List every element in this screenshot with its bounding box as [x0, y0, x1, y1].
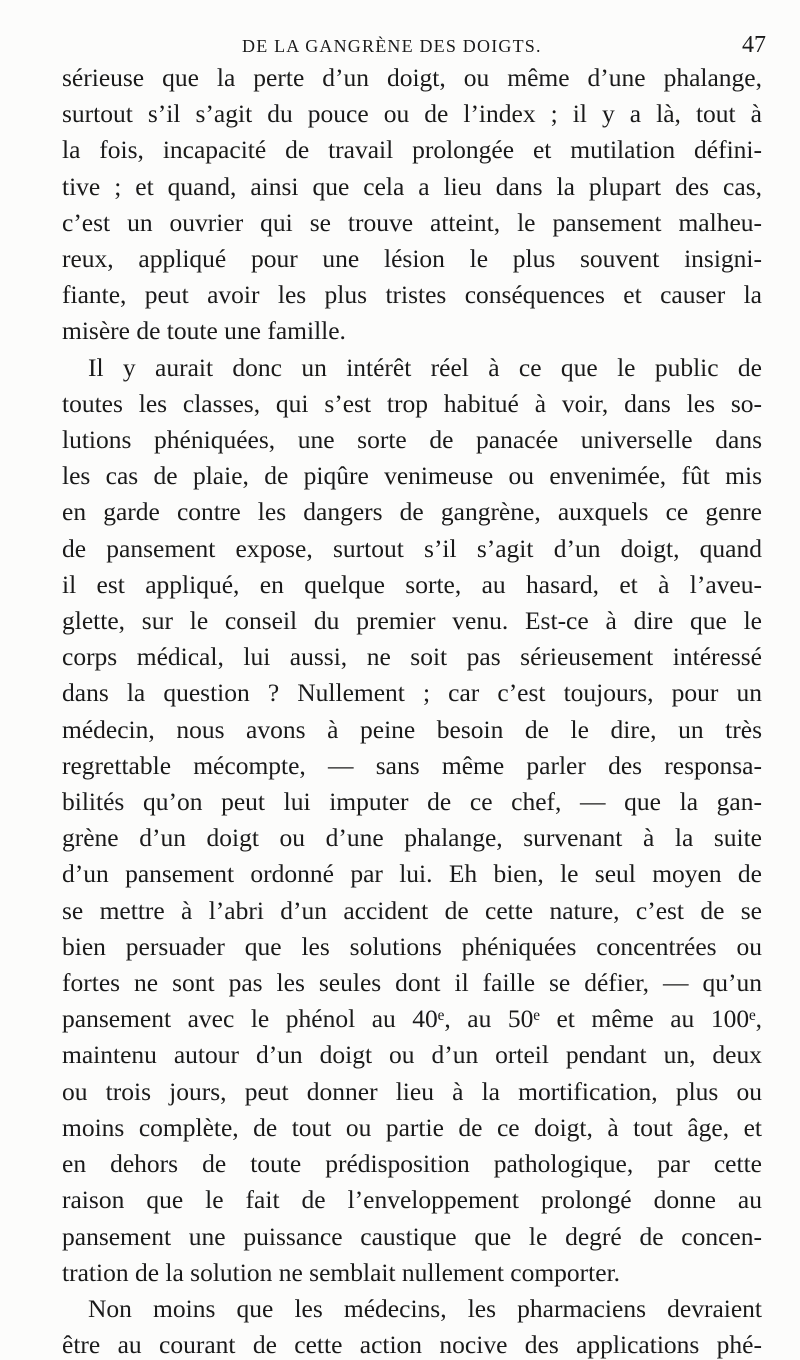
text-line: corps médical, lui aussi, ne soit pas sérieusement intéressé [62, 642, 762, 672]
text-line: Il y aurait donc un intérêt réel à ce que le public de [88, 352, 762, 382]
text-line: maintenu autour d’un doigt ou d’un orteil pendant un, deux [62, 1040, 762, 1070]
text-line: fiante, peut avoir les plus tristes conséquences et causer la [62, 280, 762, 310]
page-number: 47 [742, 32, 766, 58]
paragraph-3 [62, 1291, 766, 1360]
text-line: être au courant de cette action nocive des applications phé- [62, 1330, 762, 1360]
text-line: lutions phéniquées, une sorte de panacée universelle dans [62, 425, 762, 455]
text-line: en garde contre les dangers de gangrène, auxquels ce genre [62, 497, 762, 527]
text-line: médecin, nous avons à peine besoin de le dire, un très [62, 714, 762, 744]
text-line: se mettre à l’abri d’un accident de cette nature, c’est de se [62, 895, 762, 925]
text-line: bilités qu’on peut lui imputer de ce chef, — que la gan- [62, 787, 762, 817]
paragraph-2 [62, 350, 766, 1291]
text-line: tration de la solution ne semblait nullement comporter. [62, 1257, 621, 1287]
text-line: moins complète, de tout ou partie de ce doigt, à tout âge, et [62, 1112, 762, 1142]
text-line: c’est un ouvrier qui se trouve atteint, le pansement malheu- [62, 207, 762, 237]
text-line: glette, sur le conseil du premier venu. Est-ce à dire que le [62, 606, 762, 636]
text-line: Non moins que les médecins, les pharmaciens devraient [88, 1293, 762, 1323]
text-line: regrettable mécompte, — sans même parler des responsa- [62, 750, 762, 780]
text-line: bien persuader que les solutions phéniquées concentrées ou [62, 931, 762, 961]
body-text [62, 60, 766, 1360]
text-line: surtout s’il s’agit du pouce ou de l’index ; il y a là, tout à [62, 99, 762, 129]
text-line: il est appliqué, en quelque sorte, au hasard, et à l’aveu- [62, 569, 762, 599]
text-line: pansement avec le phénol au 40ᵉ, au 50ᵉ et même au 100ᵉ, [62, 1004, 762, 1034]
running-head: DE LA GANGRÈNE DES DOIGTS. [242, 36, 542, 56]
text-line: de pansement expose, surtout s’il s’agit d’un doigt, quand [62, 533, 762, 563]
text-line: misère de toute une famille. [62, 316, 346, 346]
text-line: les cas de plaie, de piqûre venimeuse ou envenimée, fût mis [62, 461, 762, 491]
text-line: raison que le fait de l’enveloppement prolongé donne au [62, 1185, 762, 1215]
text-line: en dehors de toute prédisposition pathologique, par cette [62, 1149, 762, 1179]
text-line: ou trois jours, peut donner lieu à la mortification, plus ou [62, 1076, 762, 1106]
text-line: pansement une puissance caustique que le degré de concen- [62, 1221, 762, 1251]
paragraph-1 [62, 60, 766, 350]
text-line: sérieuse que la perte d’un doigt, ou même d’une phalange, [62, 63, 762, 92]
text-line: d’un pansement ordonné par lui. Eh bien, le seul moyen de [62, 859, 762, 889]
text-line: grène d’un doigt ou d’une phalange, survenant à la suite [62, 823, 762, 853]
page-header [62, 26, 766, 60]
text-line: la fois, incapacité de travail prolongée et mutilation défini- [62, 135, 762, 165]
text-line: fortes ne sont pas les seules dont il faille se défier, — qu’un [62, 968, 762, 998]
text-line: tive ; et quand, ainsi que cela a lieu dans la plupart des cas, [62, 171, 762, 201]
text-line: toutes les classes, qui s’est trop habitué à voir, dans les so- [62, 388, 762, 418]
text-line: reux, appliqué pour une lésion le plus souvent insigni- [62, 244, 762, 274]
text-line: dans la question ? Nullement ; car c’est toujours, pour un [62, 678, 762, 708]
